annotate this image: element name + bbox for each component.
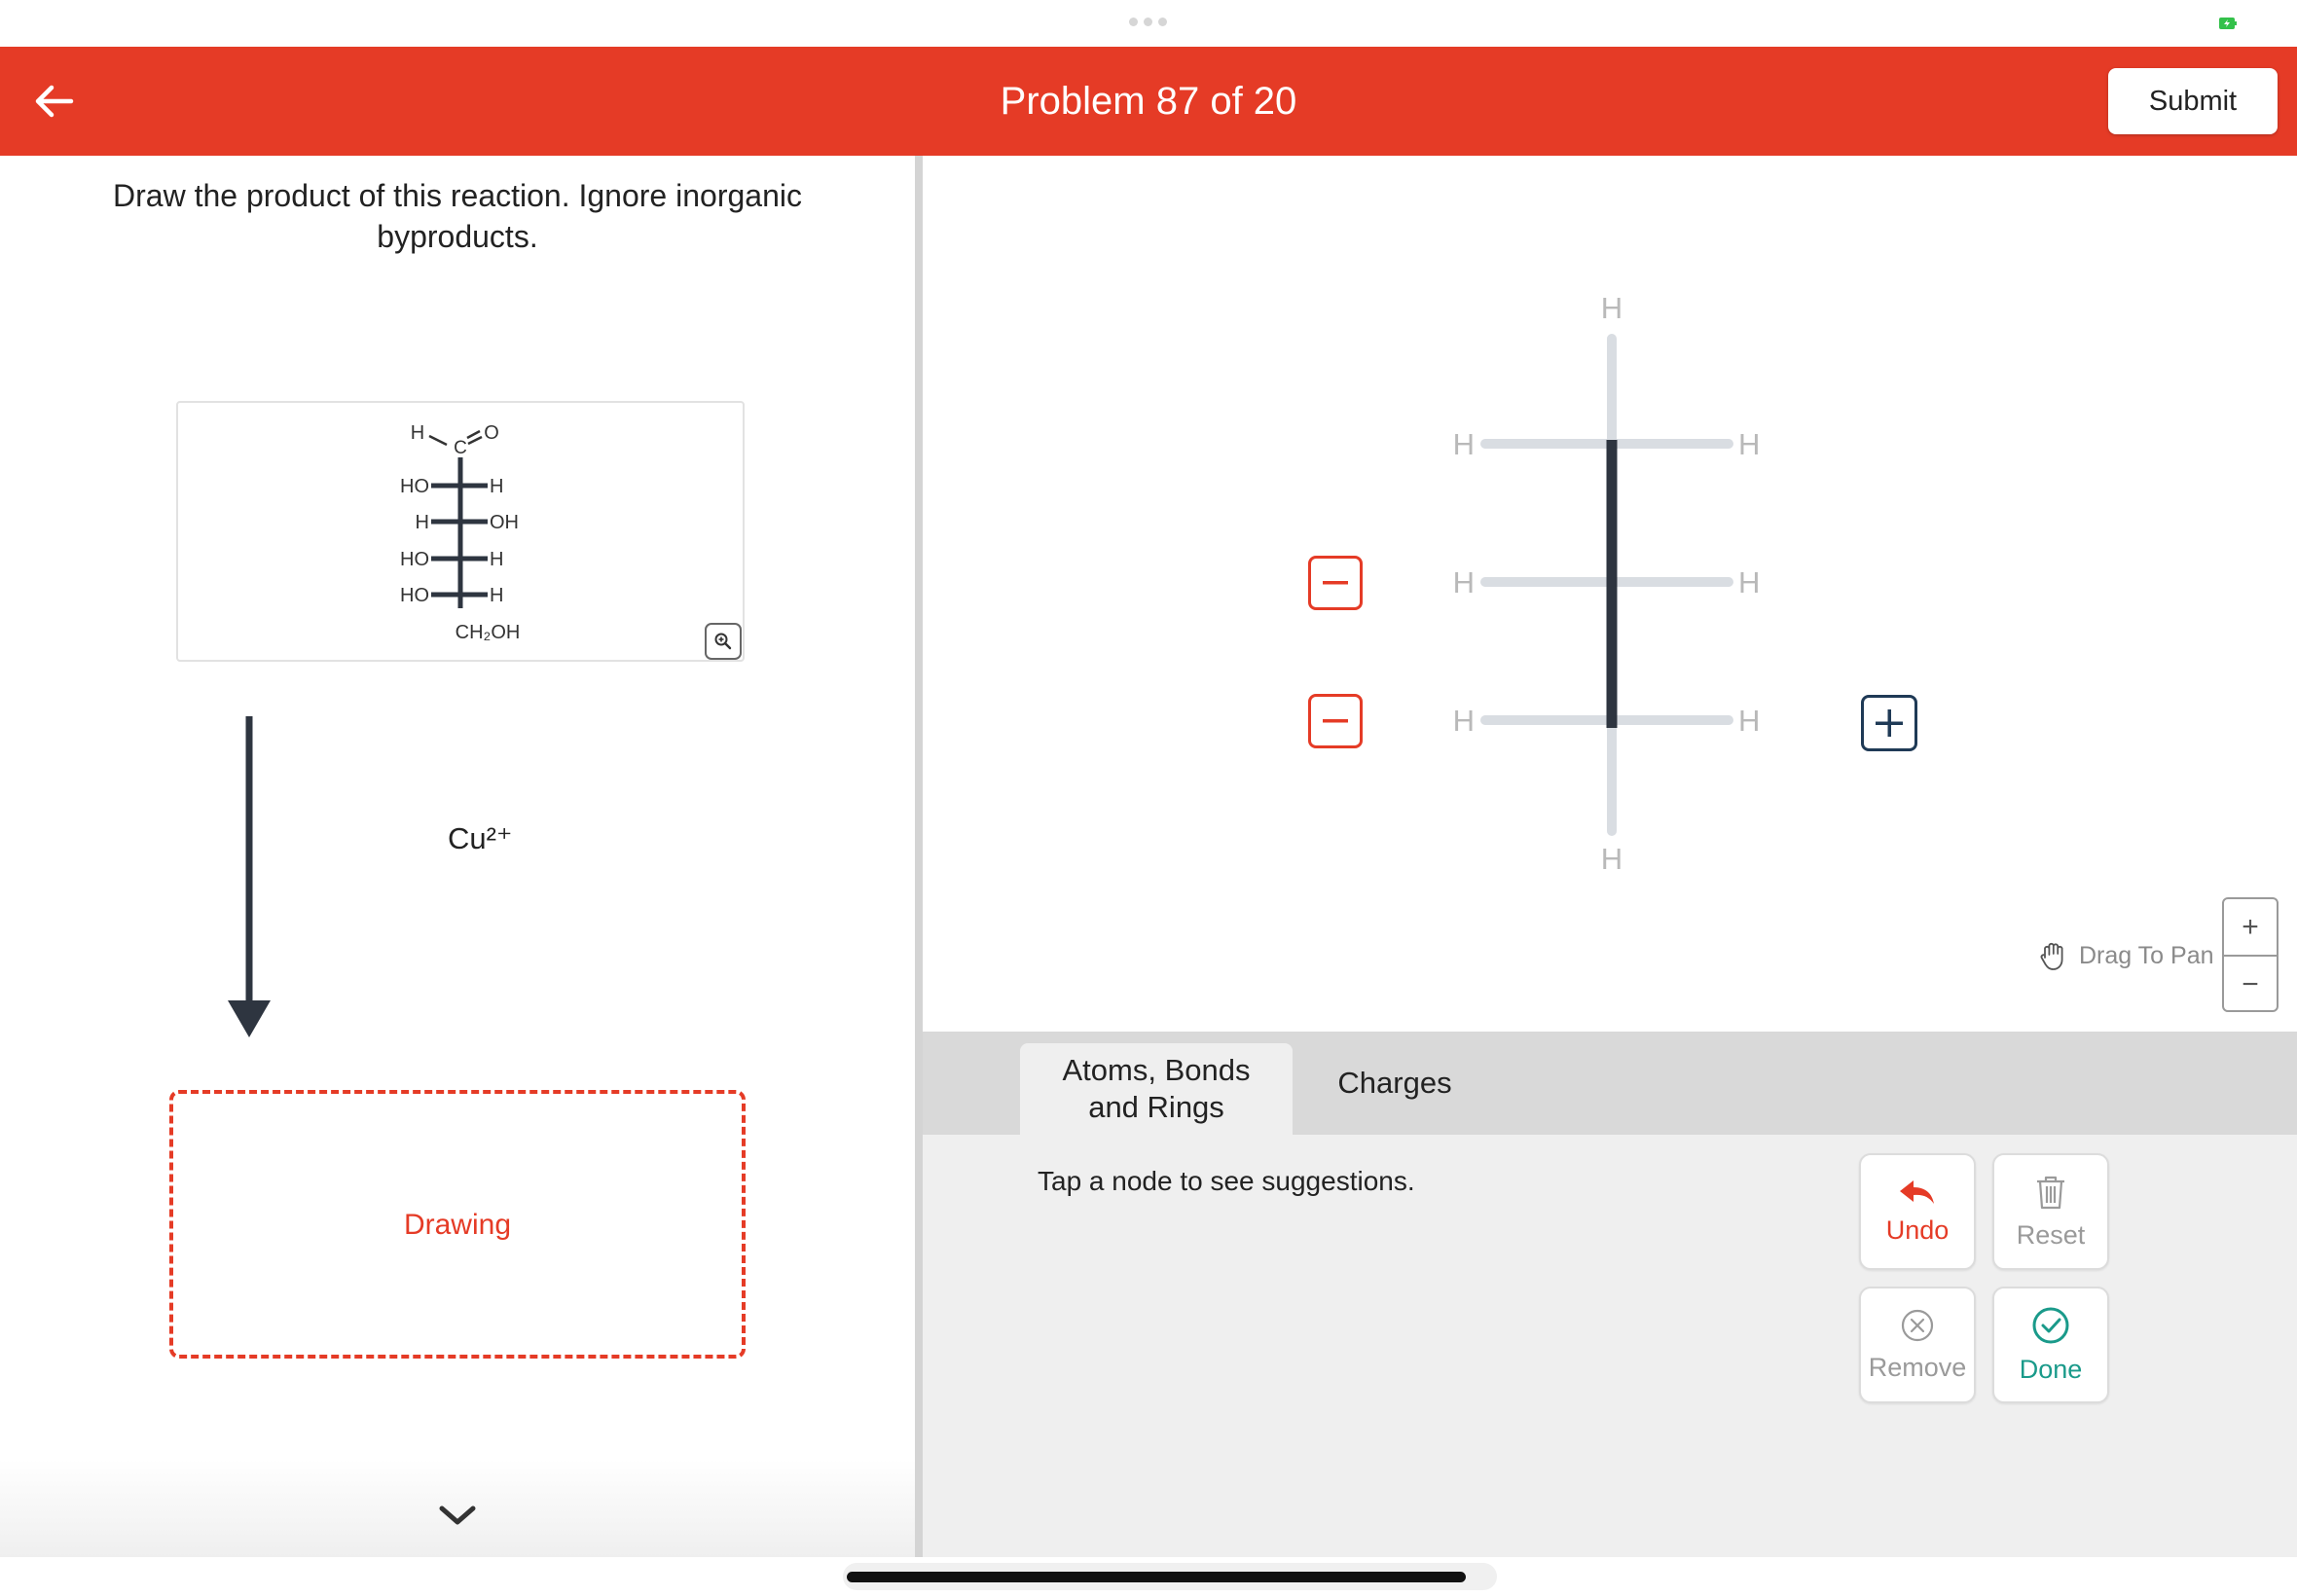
done-label: Done	[2019, 1354, 2083, 1384]
drawing-canvas[interactable]	[923, 156, 2297, 1032]
h-right-3: H	[1738, 704, 1761, 738]
row-2-right: OH	[490, 512, 519, 533]
trash-icon	[2034, 1174, 2067, 1211]
zoom-structure-button[interactable]	[705, 623, 742, 660]
canvas-structure	[923, 156, 2297, 1032]
reaction-arrow	[224, 716, 274, 1039]
row-3-right: H	[490, 549, 504, 570]
row-4-left: HO	[400, 585, 429, 606]
carbonyl-c-label: C	[454, 438, 467, 458]
h-right-1: H	[1738, 427, 1761, 461]
row-1-left: HO	[400, 476, 429, 497]
bottom-group-label: CH₂OH	[455, 622, 521, 643]
drag-to-pan-hint	[2036, 938, 2214, 973]
tab-atoms-label: Atoms, Bonds and Rings	[1062, 1053, 1251, 1124]
back-button[interactable]	[21, 70, 88, 132]
done-button[interactable]	[1992, 1287, 2109, 1403]
h-left-1: H	[1452, 427, 1475, 461]
row-2-left: H	[415, 512, 429, 533]
chevron-down-icon	[436, 1501, 479, 1530]
h-bottom: H	[1600, 842, 1623, 876]
reagent-label: Cu²⁺	[448, 821, 513, 855]
reactant-structure-card	[176, 401, 745, 662]
aldehyde-h-label: H	[410, 422, 425, 444]
page-title: Problem 87 of 20	[1000, 80, 1297, 123]
row-1-right: H	[490, 476, 504, 497]
row-3-left: HO	[400, 549, 429, 570]
reset-button[interactable]	[1992, 1153, 2109, 1270]
tab-charges[interactable]: Charges	[1337, 1066, 1452, 1100]
remove-label: Remove	[1868, 1352, 1967, 1382]
add-row-button[interactable]	[1861, 695, 1917, 751]
carbonyl-o-label: O	[484, 422, 499, 444]
home-indicator[interactable]	[847, 1572, 1466, 1582]
submit-button[interactable]: Submit	[2108, 68, 2278, 134]
zoom-in-button[interactable]: +	[2242, 910, 2259, 943]
h-right-2: H	[1738, 565, 1761, 599]
drag-to-pan-label: Drag To Pan	[2079, 941, 2214, 969]
remove-circle-x-icon	[1900, 1308, 1935, 1343]
drawing-answer-box[interactable]	[169, 1090, 746, 1359]
minus-icon	[1323, 581, 1348, 585]
undo-label: Undo	[1885, 1215, 1950, 1245]
check-circle-icon	[2031, 1306, 2070, 1345]
canvas-zoom-controls	[2222, 897, 2279, 1012]
magnify-plus-icon	[713, 632, 733, 651]
remove-button[interactable]	[1859, 1287, 1976, 1403]
h-top: H	[1600, 291, 1623, 325]
remove-row-button-1[interactable]	[1308, 556, 1363, 610]
suggestion-text: Tap a node to see suggestions.	[1038, 1166, 1415, 1196]
header-bar	[0, 47, 2297, 156]
row-4-right: H	[490, 585, 504, 606]
remove-row-button-2[interactable]	[1308, 694, 1363, 748]
h-left-2: H	[1452, 565, 1475, 599]
question-text: Draw the product of this reaction. Ignore inorganic byproducts.	[113, 178, 802, 254]
h-left-3: H	[1452, 704, 1475, 738]
battery-icon	[2219, 17, 2237, 30]
tab-atoms-bonds-rings[interactable]	[1020, 1043, 1293, 1135]
back-arrow-icon	[34, 84, 75, 119]
multitask-dots[interactable]	[1129, 18, 1170, 25]
reset-label: Reset	[2016, 1219, 2086, 1250]
hand-icon	[2036, 938, 2071, 973]
panel-divider[interactable]	[915, 156, 923, 1557]
plus-icon	[1876, 709, 1903, 737]
scroll-down-button[interactable]	[436, 1501, 479, 1530]
undo-button[interactable]	[1859, 1153, 1976, 1270]
undo-icon	[1898, 1179, 1937, 1206]
drawing-label: Drawing	[403, 1209, 512, 1241]
zoom-out-button[interactable]: −	[2224, 955, 2277, 1012]
fischer-projection	[178, 403, 743, 660]
minus-icon	[1323, 719, 1348, 723]
